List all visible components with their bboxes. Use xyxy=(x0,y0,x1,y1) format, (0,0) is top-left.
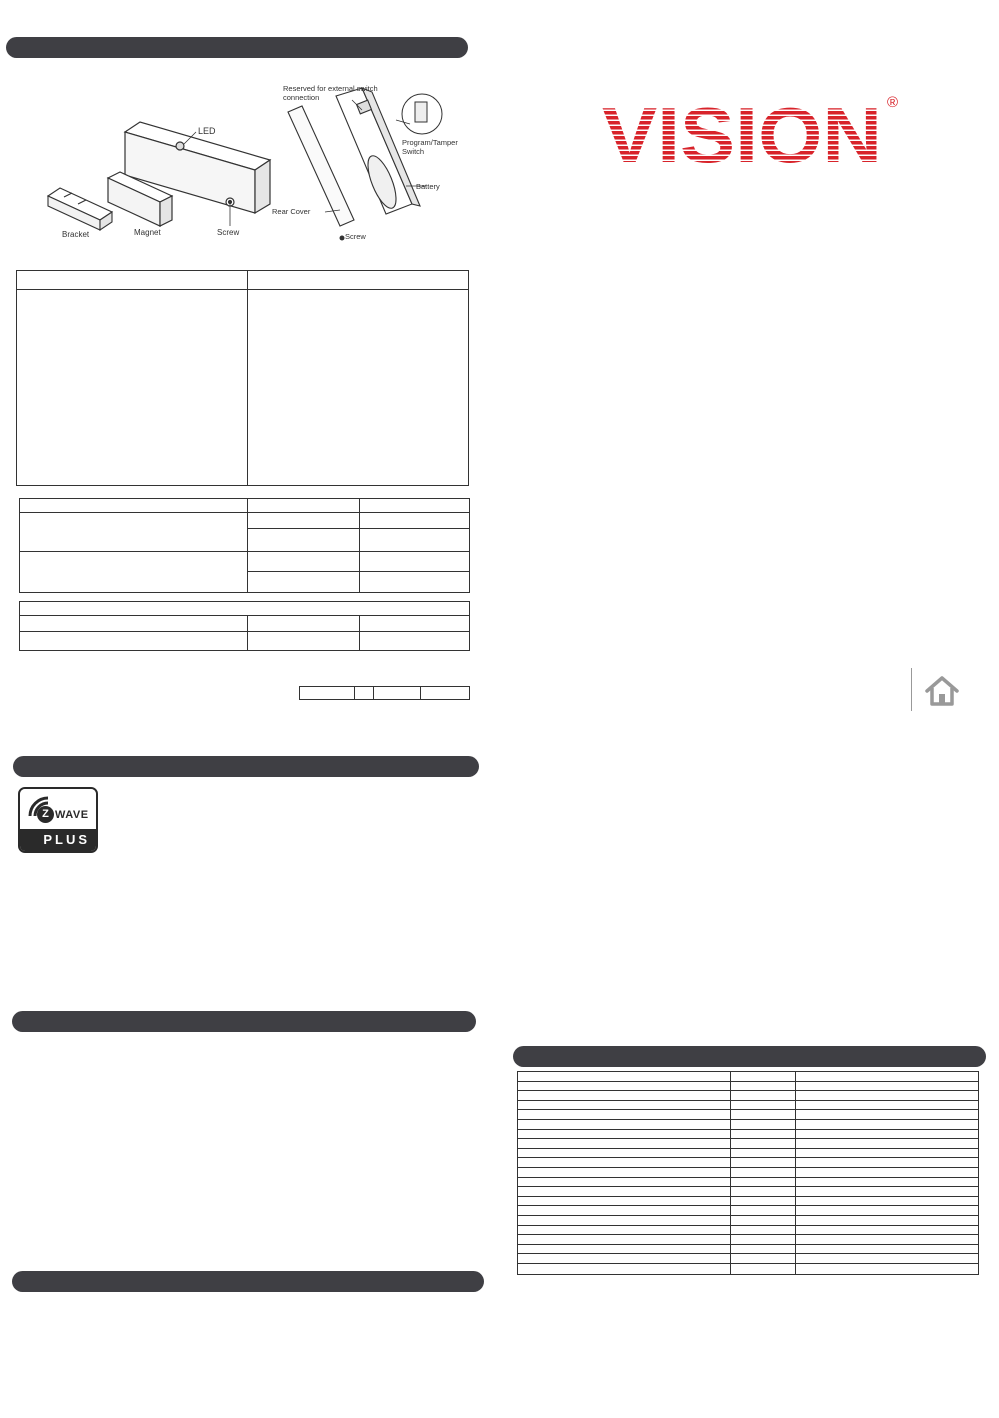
section-header-bar-2 xyxy=(13,756,479,777)
table-cell xyxy=(518,1196,731,1206)
small-code-table xyxy=(299,686,470,700)
label-reserved: Reserved for external switch connection xyxy=(283,84,378,102)
bracket xyxy=(48,188,112,230)
section-header-bar-1 xyxy=(6,37,468,58)
table-row xyxy=(518,1206,979,1216)
table-row xyxy=(518,1110,979,1120)
table-cell xyxy=(796,1081,979,1091)
zwave-plus-strip: PLUS xyxy=(20,829,96,851)
table-cell xyxy=(518,1081,731,1091)
rear-screw xyxy=(340,236,345,241)
registered-mark: ® xyxy=(887,94,899,111)
table-cell xyxy=(518,1158,731,1168)
specs-table xyxy=(16,270,469,486)
table-cell xyxy=(796,1100,979,1110)
table-cell xyxy=(731,1177,796,1187)
table-cell xyxy=(796,1235,979,1245)
vision-logo xyxy=(600,96,910,168)
table-row xyxy=(518,1263,979,1274)
label-rear-cover: Rear Cover xyxy=(272,207,311,216)
table-cell xyxy=(731,1263,796,1274)
table-cell xyxy=(796,1091,979,1101)
table-cell xyxy=(518,1110,731,1120)
table-cell xyxy=(731,1091,796,1101)
table-cell xyxy=(796,1072,979,1082)
table-cell xyxy=(518,1091,731,1101)
table-cell xyxy=(731,1254,796,1264)
table-cell xyxy=(518,1215,731,1225)
table-cell xyxy=(796,1187,979,1197)
table-cell xyxy=(518,1206,731,1216)
table-row xyxy=(518,1119,979,1129)
table-row xyxy=(518,1139,979,1149)
table-row xyxy=(518,1215,979,1225)
table-cell xyxy=(518,1263,731,1274)
section-header-bar-3 xyxy=(12,1011,476,1032)
table-cell xyxy=(731,1167,796,1177)
vision-logo-text: VISION xyxy=(602,96,882,168)
zwave-top xyxy=(20,789,96,829)
table-cell xyxy=(796,1158,979,1168)
table-cell xyxy=(731,1110,796,1120)
table-cell xyxy=(731,1225,796,1235)
label-led: LED xyxy=(198,126,216,136)
table-cell xyxy=(796,1110,979,1120)
table-row xyxy=(518,1196,979,1206)
home-icon xyxy=(923,674,961,708)
table-cell xyxy=(518,1167,731,1177)
product-diagram xyxy=(40,80,475,250)
settings-table xyxy=(19,498,470,593)
table-row xyxy=(518,1148,979,1158)
table-cell xyxy=(796,1148,979,1158)
table-cell xyxy=(796,1129,979,1139)
label-battery: Battery xyxy=(416,182,440,191)
table-cell xyxy=(731,1244,796,1254)
table-cell xyxy=(731,1139,796,1149)
table-cell xyxy=(796,1119,979,1129)
table-row xyxy=(518,1072,979,1082)
label-screw-front: Screw xyxy=(217,228,240,237)
table-cell xyxy=(731,1196,796,1206)
table-cell xyxy=(731,1081,796,1091)
table-cell xyxy=(518,1177,731,1187)
table-cell xyxy=(518,1148,731,1158)
section-header-bar-5 xyxy=(513,1046,986,1067)
vertical-divider xyxy=(911,668,912,711)
table-cell xyxy=(518,1187,731,1197)
command-class-table xyxy=(517,1071,979,1275)
table-cell xyxy=(518,1119,731,1129)
table-row xyxy=(518,1254,979,1264)
table-row xyxy=(518,1235,979,1245)
table-row xyxy=(518,1158,979,1168)
table-row xyxy=(518,1167,979,1177)
table-cell xyxy=(796,1263,979,1274)
zwave-z-circle: Z xyxy=(37,806,54,823)
table-cell xyxy=(796,1244,979,1254)
zwave-plus-badge xyxy=(18,787,98,853)
table-cell xyxy=(731,1119,796,1129)
label-screw-rear: Screw xyxy=(345,232,366,241)
table-row xyxy=(518,1187,979,1197)
table-cell xyxy=(796,1139,979,1149)
table-cell xyxy=(731,1072,796,1082)
table-row xyxy=(518,1244,979,1254)
table-cell xyxy=(518,1100,731,1110)
table-cell xyxy=(731,1187,796,1197)
table-cell xyxy=(731,1235,796,1245)
label-magnet: Magnet xyxy=(134,228,161,237)
led-dot xyxy=(176,142,184,150)
table-cell xyxy=(796,1177,979,1187)
label-bracket: Bracket xyxy=(62,230,90,239)
table-row xyxy=(518,1129,979,1139)
table-cell xyxy=(518,1139,731,1149)
table-cell xyxy=(731,1129,796,1139)
table-cell xyxy=(796,1254,979,1264)
table-cell xyxy=(731,1158,796,1168)
table-row xyxy=(518,1091,979,1101)
table-cell xyxy=(731,1215,796,1225)
table-row xyxy=(518,1081,979,1091)
table-cell xyxy=(518,1072,731,1082)
table-row xyxy=(518,1177,979,1187)
table-cell xyxy=(518,1225,731,1235)
table-cell xyxy=(731,1100,796,1110)
table-cell xyxy=(796,1167,979,1177)
table-cell xyxy=(796,1225,979,1235)
table-cell xyxy=(796,1215,979,1225)
table-cell xyxy=(518,1129,731,1139)
table-row xyxy=(518,1225,979,1235)
zwave-text: WAVE xyxy=(55,809,89,821)
table-cell xyxy=(796,1206,979,1216)
table-cell xyxy=(731,1148,796,1158)
table-cell xyxy=(518,1235,731,1245)
table-row xyxy=(518,1100,979,1110)
table-cell xyxy=(796,1196,979,1206)
table-cell xyxy=(518,1254,731,1264)
table-cell xyxy=(731,1206,796,1216)
parameter-table xyxy=(19,601,470,651)
tamper-switch-inset xyxy=(402,94,442,134)
label-program-switch: Program/Tamper Switch xyxy=(402,138,458,156)
table-cell xyxy=(518,1244,731,1254)
section-header-bar-4 xyxy=(12,1271,484,1292)
